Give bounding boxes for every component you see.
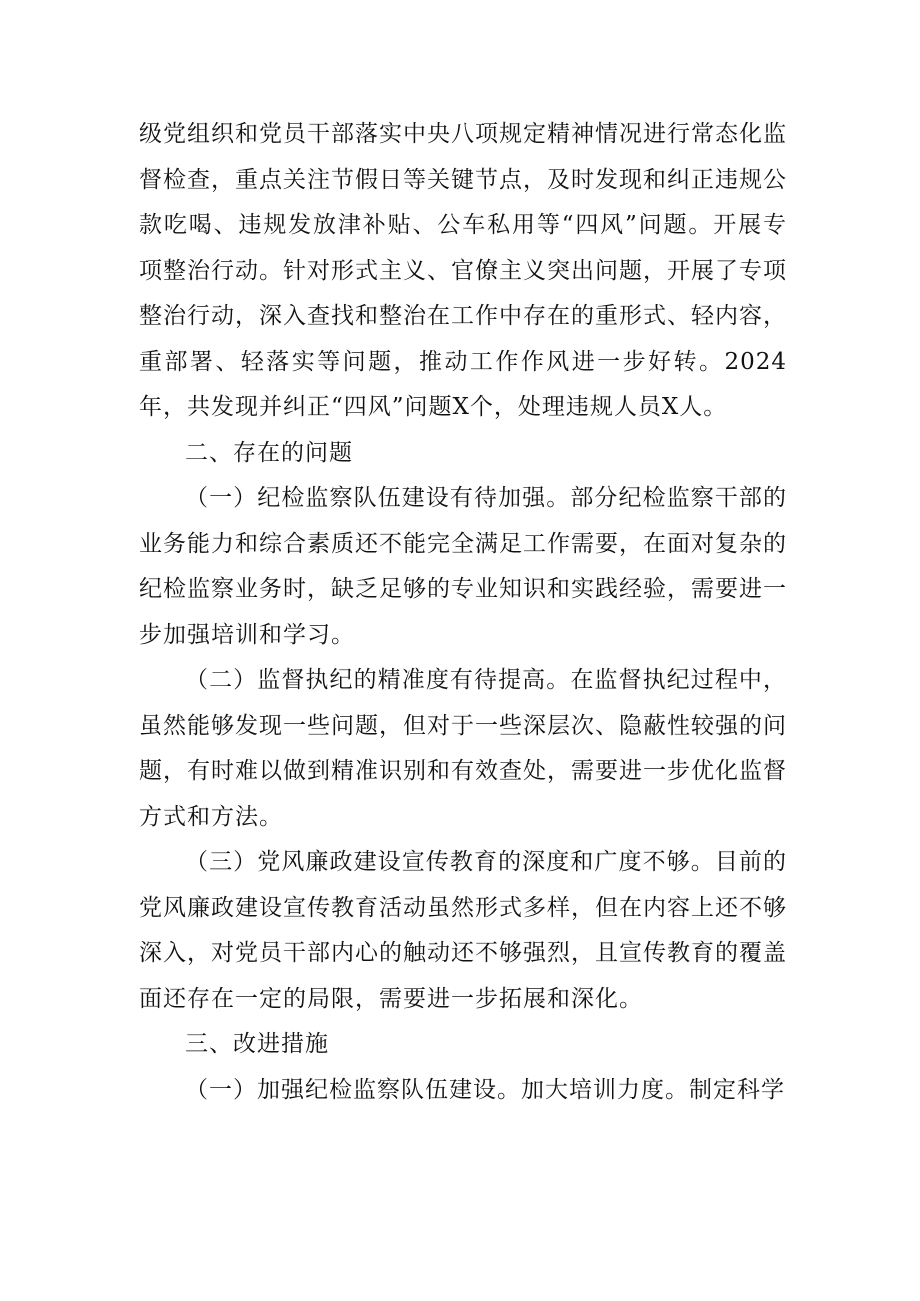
paragraph-problem-education-depth: （三）党风廉政建设宣传教育的深度和广度不够。目前的党风廉政建设宣传教育活动虽然形式多样，但在内容上还不够深入，对党员干部内心的触动还不够强烈，且宣传教育的覆盖面还存在一定的局限，需要进一步拓展和深化。 [139, 849, 787, 1012]
paragraph-problem-team-building: （一）纪检监察队伍建设有待加强。部分纪检监察干部的业务能力和综合素质还不能完全满足工作需要，在面对复杂的纪检监察业务时，缺乏足够的专业知识和实践经验，需要进一步加强培训和学习。 [139, 485, 787, 648]
paragraph-continuation-four-winds: 级党组织和党员干部落实中央八项规定精神情况进行常态化监督检查，重点关注节假日等关键节点，及时发现和纠正违规公款吃喝、违规发放津补贴、公车私用等“四风”问题。开展专项整治行动。针对形式主义、官僚主义突出问题，开展了专项整治行动，深入查找和整治在工作中存在的重形式、轻内容，重部署、轻落实等问题，推动工作作风进一步好转。2024年，共发现并纠正“四风”问题X个，处理违规人员X人。 [139, 121, 787, 420]
document-body [139, 112, 787, 1113]
paragraph-measure-team-building: （一）加强纪检监察队伍建设。加大培训力度。制定科学 [185, 1076, 785, 1103]
section-heading-improvement-measures: 三、改进措施 [185, 1031, 329, 1057]
section-heading-existing-problems: 二、存在的问题 [185, 439, 353, 466]
paragraph-problem-supervision-precision: （二）监督执纪的精准度有待提高。在监督执纪过程中，虽然能够发现一些问题，但对于一些深层次、隐蔽性较强的问题，有时难以做到精准识别和有效查处，需要进一步优化监督方式和方法。 [139, 667, 787, 830]
